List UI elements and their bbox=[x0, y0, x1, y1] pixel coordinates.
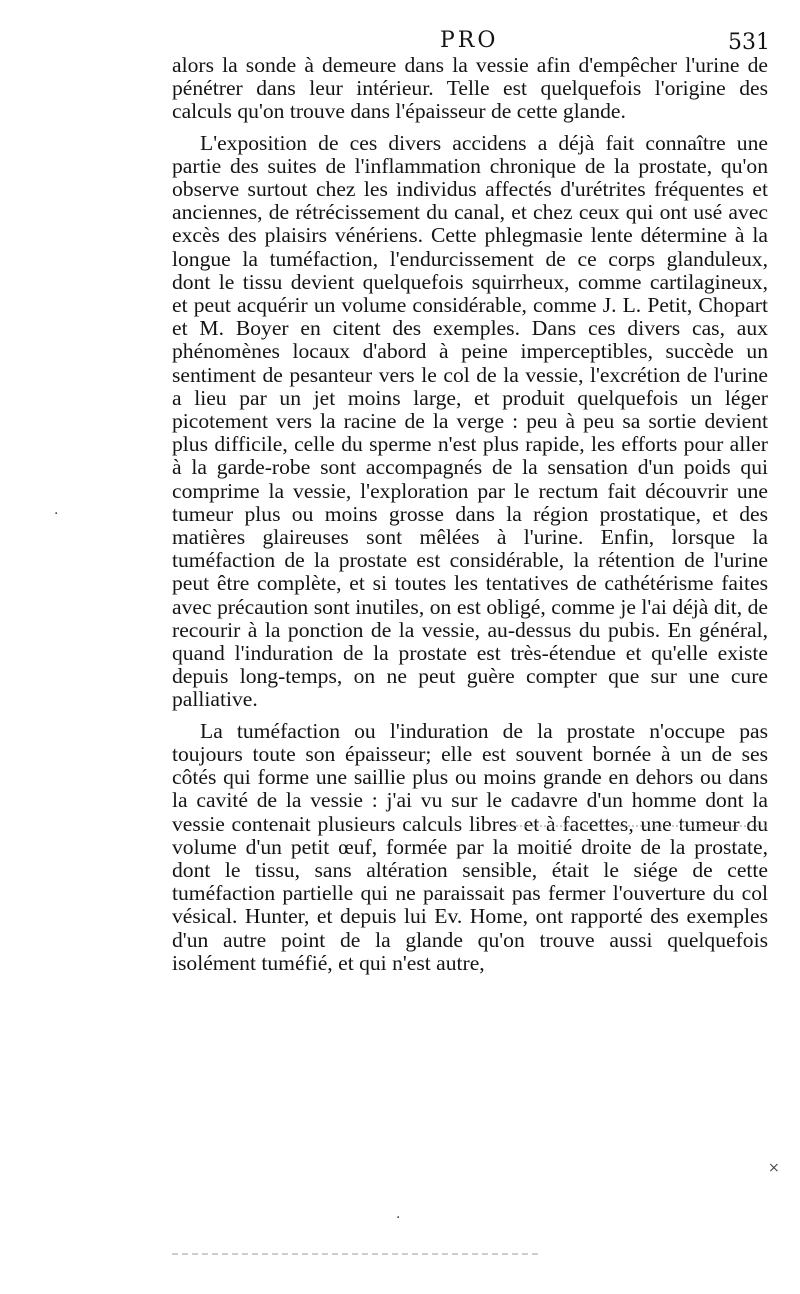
paragraph-partial-tumefaction: La tuméfaction ou l'induration de la prostate n'occupe pas toujours toute son épaisseur; elle est souvent bornée à un de ses côtés qui forme une saillie plus ou moins grande en dehors ou dans la cavité de la vessie : j'ai vu sur le cadavre d'un homme dont la vessie contenait plusieurs calculs libres et à facettes, une tumeur du volume d'un petit œuf, formée par la moitié droite de la prostate, dont le tissu, sans altération sensible, était le siége de cette tuméfaction partielle qui ne paraissait pas fermer l'ouverture du col vésical. Hunter, et depuis lui Ev. Home, ont rapporté des exemples d'un autre point de la glande qu'on trouve aussi quelquefois isolément tuméfié, et qui n'est autre, bbox=[172, 718, 768, 975]
faint-bleed-through-marks bbox=[508, 815, 766, 827]
body-text bbox=[172, 54, 768, 975]
margin-speck-mark: × bbox=[768, 1160, 780, 1176]
paragraph-prostate-inflammation: L'exposition de ces divers accidens a déjà fait connaître une partie des suites de l'inflammation chronique de la prostate, qu'on observe surtout chez les individus affectés d'urétrites fréquentes et anciennes, de rétrécissement du canal, et chez ceux qui ont usé avec excès des plaisirs vénériens. Cette phlegmasie lente détermine à la longue la tuméfaction, l'endurcissement de ce corps glanduleux, dont le tissu devient quelquefois squirrheux, comme cartilagineux, et peut acquérir un volume considérable, comme J. L. Petit, Chopart et M. Boyer en citent des exemples. Dans ces divers cas, aux phénomènes locaux d'abord à peine imperceptibles, succède un sentiment de pesanteur vers le col de la vessie, l'excrétion de l'urine a lieu par un jet moins large, et produit quelquefois un léger picotement vers la racine de la verge : peu à peu sa sortie devient plus difficile, celle du sperme n'est plus rapide, les efforts pour aller à la garde-robe sont accompagnés de la sensation d'un poids qui comprime la vessie, l'exploration par le rectum fait découvrir une tumeur plus ou moins grosse dans la région prostatique, et des matières glaireuses sont mêlées à l'urine. Enfin, lorsque la tuméfaction de la prostate est considérable, la rétention de l'urine peut être complète, et si toutes les tentatives de cathétérisme faites avec précaution sont inutiles, on est obligé, comme je l'ai déjà dit, de recourir à la ponction de la vessie, au-dessus du pubis. En général, quand l'induration de la prostate est très-étendue et qu'elle existe depuis long-temps, on ne peut guère compter que sur une cure palliative. bbox=[172, 130, 768, 712]
running-title: PRO bbox=[440, 28, 499, 53]
margin-speck-mark: · bbox=[396, 1210, 401, 1226]
faint-footer-rule bbox=[172, 1253, 538, 1255]
margin-speck-mark: · bbox=[54, 506, 59, 522]
page-number: 531 bbox=[728, 30, 770, 55]
paragraph-continuation: alors la sonde à demeure dans la vessie afin d'empêcher l'urine de pénétrer dans leur intérieur. Telle est quelquefois l'origine des calculs qu'on trouve dans l'épaisseur de cette glande. bbox=[172, 53, 768, 124]
